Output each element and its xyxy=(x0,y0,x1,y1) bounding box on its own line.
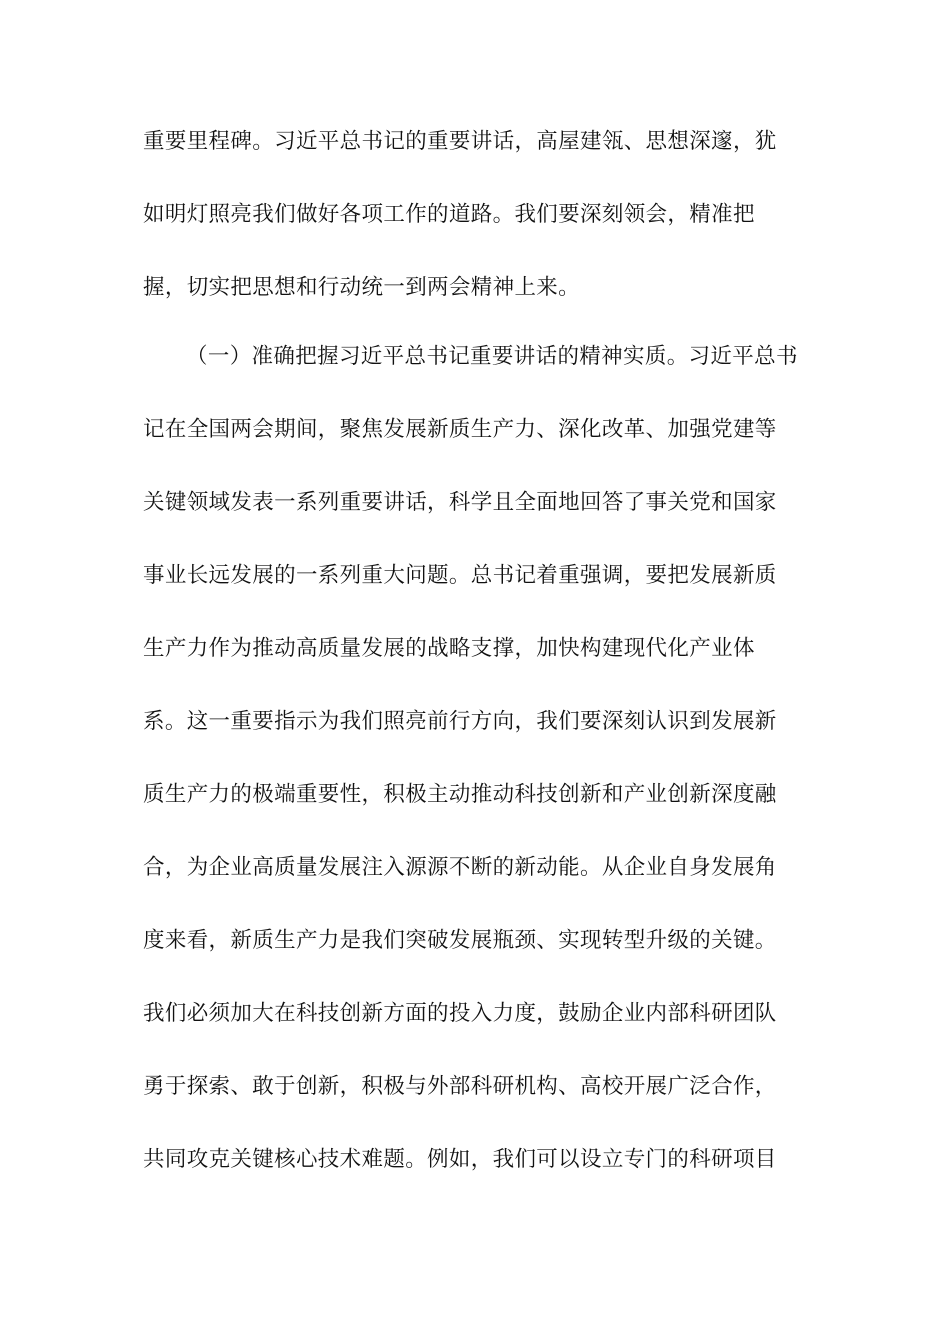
text-line: 生产力作为推动高质量发展的战略支撑，加快构建现代化产业体 xyxy=(143,636,755,661)
text-line: 系。这一重要指示为我们照亮前行方向，我们要深刻认识到发展新 xyxy=(143,709,777,734)
text-line: 记在全国两会期间，聚焦发展新质生产力、深化改革、加强党建等 xyxy=(143,417,777,442)
text-line: 度来看，新质生产力是我们突破发展瓶颈、实现转型升级的关键。 xyxy=(143,928,777,953)
text-line: 关键领域发表一系列重要讲话，科学且全面地回答了事关党和国家 xyxy=(143,490,777,515)
text-line: 握，切实把思想和行动统一到两会精神上来。 xyxy=(143,275,581,300)
text-line: 事业长远发展的一系列重大问题。总书记着重强调，要把发展新质 xyxy=(143,563,777,588)
text-line: 合，为企业高质量发展注入源源不断的新动能。从企业自身发展角 xyxy=(143,855,777,880)
text-line: 重要里程碑。习近平总书记的重要讲话，高屋建瓴、思想深邃，犹 xyxy=(143,129,777,154)
text-line: 我们必须加大在科技创新方面的投入力度，鼓励企业内部科研团队 xyxy=(143,1001,777,1026)
text-line: 共同攻克关键核心技术难题。例如，我们可以设立专门的科研项目 xyxy=(143,1147,777,1172)
text-line: （一）准确把握习近平总书记重要讲话的精神实质。习近平总书 xyxy=(186,344,798,369)
text-line: 质生产力的极端重要性，积极主动推动科技创新和产业创新深度融 xyxy=(143,782,777,807)
text-line: 如明灯照亮我们做好各项工作的道路。我们要深刻领会，精准把 xyxy=(143,202,755,227)
text-line: 勇于探索、敢于创新，积极与外部科研机构、高校开展广泛合作， xyxy=(143,1074,777,1099)
